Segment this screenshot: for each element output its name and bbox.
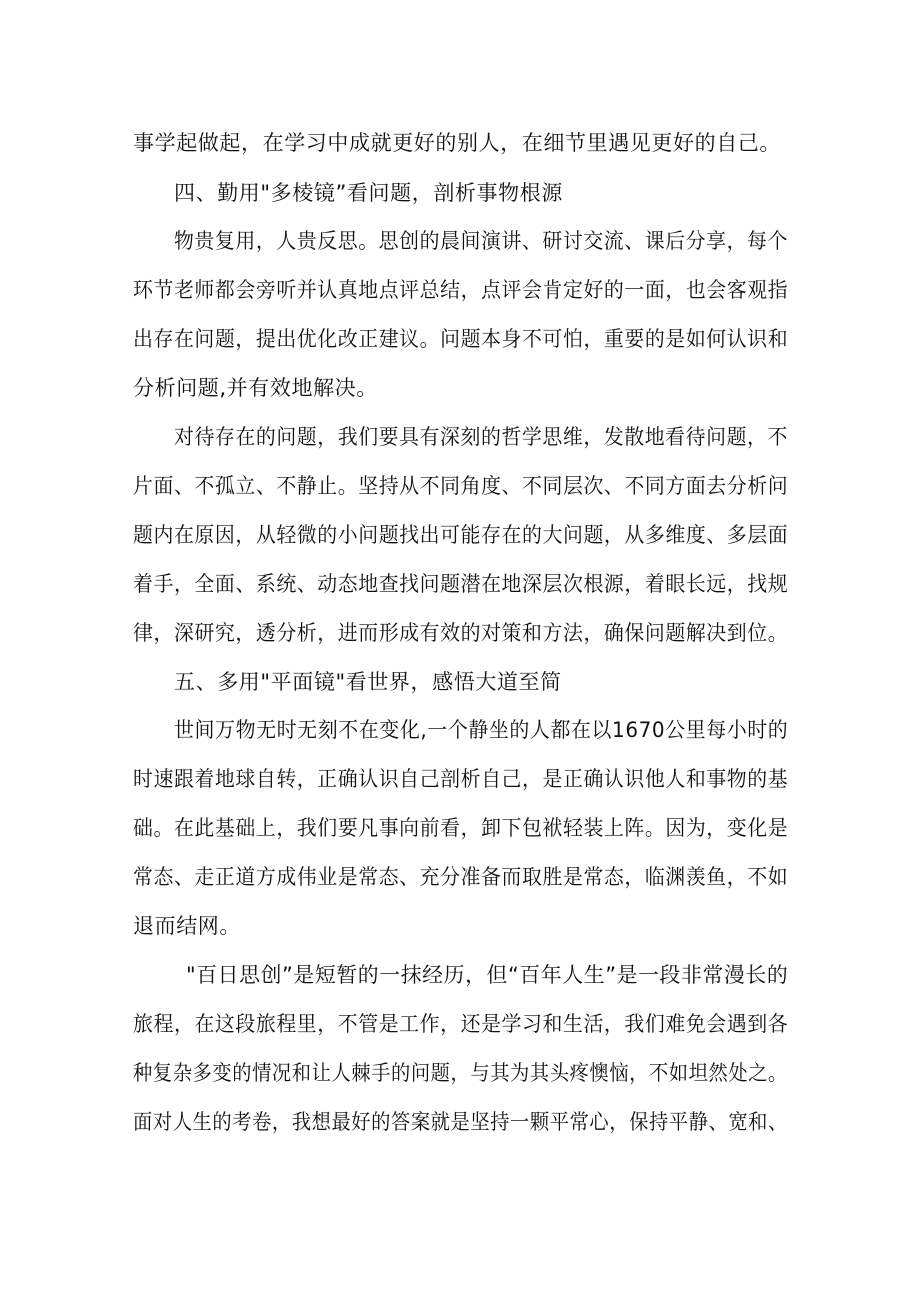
body-text-line: 旅程，在这段旅程里，不管是工作，还是学习和生活，我们难免会遇到各 bbox=[133, 1012, 789, 1036]
body-text-line: 事学起做起，在学习中成就更好的别人，在细节里遇见更好的自己。 bbox=[133, 131, 781, 155]
section-heading-5: 五、多用"平面镜"看世界，感悟大道至简 bbox=[174, 670, 562, 694]
section-heading-4: 四、勤用"多棱镜”看问题，剖析事物根源 bbox=[174, 181, 563, 205]
paragraph-first-line: 物贵复用，人贵反思。思创的晨间演讲、研讨交流、课后分享，每个 bbox=[174, 229, 788, 253]
body-text-line: 时速跟着地球自转，正确认识自己剖析自己，是正确认识他人和事物的基 bbox=[133, 767, 789, 791]
paragraph-first-line: 世间万物无时无刻不在变化,一个静坐的人都在以1670公里每小时的 bbox=[174, 718, 789, 742]
paragraph-first-line: 对待存在的问题，我们要具有深刻的哲学思维，发散地看待问题，不 bbox=[174, 425, 788, 449]
body-text-line: 种复杂多变的情况和让人棘手的问题，与其为其头疼懊恼，不如坦然处之。 bbox=[133, 1061, 788, 1085]
body-text-line: 环节老师都会旁听并认真地点评总结，点评会肯定好的一面，也会客观指 bbox=[133, 278, 789, 302]
paragraph-first-line: "百日思创”是短暂的一抹经历，但“百年人生”是一段非常漫长的 bbox=[186, 963, 789, 987]
body-text-line: 题内在原因，从轻微的小问题找出可能存在的大问题，从多维度、多层面 bbox=[133, 523, 789, 547]
body-text-line: 片面、不孤立、不静止。坚持从不同角度、不同层次、不同方面去分析问 bbox=[133, 474, 789, 498]
body-text-line: 础。在此基础上，我们要凡事向前看，卸下包袱轻装上阵。因为，变化是 bbox=[133, 816, 789, 840]
body-text-line: 分析问题,并有效地解决。 bbox=[133, 376, 378, 400]
body-text-line: 着手，全面、系统、动态地查找问题潜在地深层次根源，着眼长远，找规 bbox=[133, 572, 789, 596]
body-text-line: 出存在问题，提出优化改正建议。问题本身不可怕，重要的是如何认识和 bbox=[133, 327, 789, 351]
body-text-line: 面对人生的考卷，我想最好的答案就是坚持一颗平常心，保持平静、宽和、 bbox=[133, 1110, 788, 1134]
body-text-line: 退而结网。 bbox=[133, 914, 241, 938]
body-text-line: 律，深研究，透分析，进而形成有效的对策和方法，确保问题解决到位。 bbox=[133, 621, 789, 645]
body-text-line: 常态、走正道方成伟业是常态、充分准备而取胜是常态，临渊羡鱼，不如 bbox=[133, 865, 789, 889]
